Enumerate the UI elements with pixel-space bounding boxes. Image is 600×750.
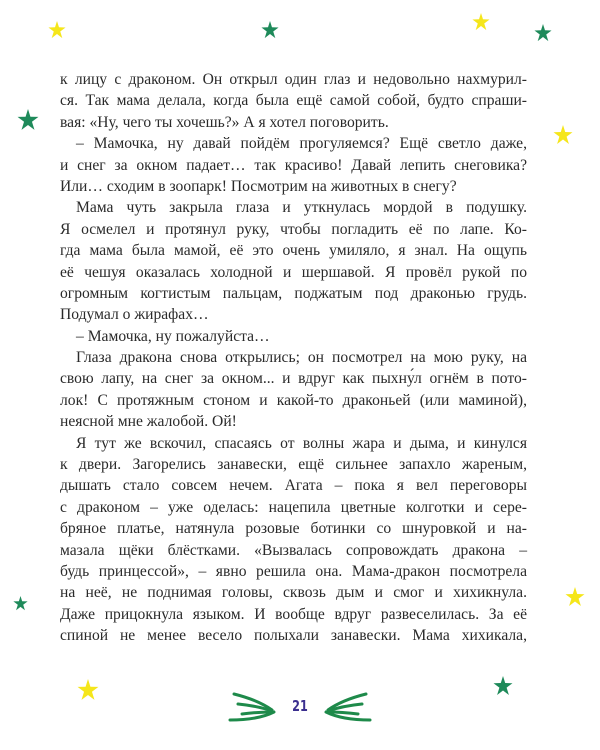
text-line: – Мамочка, ну давай пойдём прогуляемся? Ещё светло даже,: [76, 135, 527, 153]
yellow-star-icon: [472, 13, 490, 31]
green-star-icon: [261, 21, 279, 39]
text-line: Я тут же вскочил, спасаясь от волны жара и дыма, и кинулся: [76, 434, 527, 452]
text-line: к двери. Загорелись занавески, ещё сильнее запахло жареным,: [60, 456, 527, 474]
text-line: на неё, не поднимая головы, сквозь дым и смог и хихикнула.: [60, 584, 527, 602]
green-star-icon: [493, 676, 513, 696]
yellow-star-icon: [77, 679, 99, 701]
text-line: Или… сходим в зоопарк! Посмотрим на животных в снегу?: [60, 177, 457, 195]
text-line: Глаза дракона снова открылись; он посмотрел на мою руку, на: [76, 349, 527, 367]
text-line: – Мамочка, ну пожалуйста…: [76, 327, 270, 345]
text-line: Даже прицокнула языком. И вообще вдруг развеселилась. За её: [60, 605, 527, 623]
text-line: спиной не менее весело полыхали занавески. Мама хихикала,: [60, 627, 527, 645]
text-line: свою лапу, на снег за окном... и вдруг как пыхну́л огнём в пото-: [60, 370, 527, 388]
green-star-icon: [13, 596, 28, 611]
text-line: и снег за окном падает… так красиво! Давай лепить снеговика?: [60, 156, 527, 174]
green-star-icon: [534, 24, 552, 42]
yellow-star-icon: [48, 21, 66, 39]
text-line: будь принцессой», – явно решила она. Мама-дракон посмотрела: [60, 562, 527, 580]
text-line: огромным когтистым пальцам, поджатым под драконью грудь.: [60, 284, 527, 302]
text-line: к лицу с драконом. Он открыл один глаз и недовольно нахмурил-: [60, 71, 527, 88]
text-line: мазала щёки блёстками. «Вызвалась сопровождать дракона –: [60, 541, 527, 559]
text-line: ся. Так мама делала, когда была ещё самой собой, будто спраши-: [60, 92, 527, 110]
page-body-text: [60, 69, 527, 647]
yellow-star-icon: [565, 587, 585, 607]
text-line: дышать стало совсем нечем. Агата – пока я вел переговоры: [60, 477, 527, 495]
text-line: неясной мне жалобой. Ой!: [60, 413, 237, 431]
text-line: Подумал о жирафах…: [60, 306, 209, 324]
text-line: Мама чуть закрыла глаза и уткнулась мордой в подушку.: [76, 199, 527, 217]
text-line: гда мама была мамой, её это очень умиляло, я знал. На ощупь: [60, 242, 527, 260]
text-line: бряное платье, натянула розовые ботинки со шнуровкой и на-: [60, 520, 527, 538]
left-sprig-icon: [228, 690, 278, 724]
green-star-icon: [17, 109, 39, 131]
text-line: вая: «Ну, чего ты хочешь?» А я хотел поговорить.: [60, 113, 389, 131]
text-line: лок! С протяжным стоном и какой-то драконьей (или маминой),: [60, 391, 527, 409]
text-line: с драконом – уже оделась: нацепила цветные колготки и сере-: [60, 498, 527, 516]
text-line: Я осмелел и протянул руку, чтобы погладить её по лапе. Ко-: [60, 220, 527, 238]
text-line: её чешуя оказалась холодной и шершавой. Я провёл рукой по: [60, 263, 527, 281]
yellow-star-icon: [553, 125, 573, 145]
page-number: 21: [292, 697, 308, 715]
right-sprig-icon: [322, 690, 372, 724]
